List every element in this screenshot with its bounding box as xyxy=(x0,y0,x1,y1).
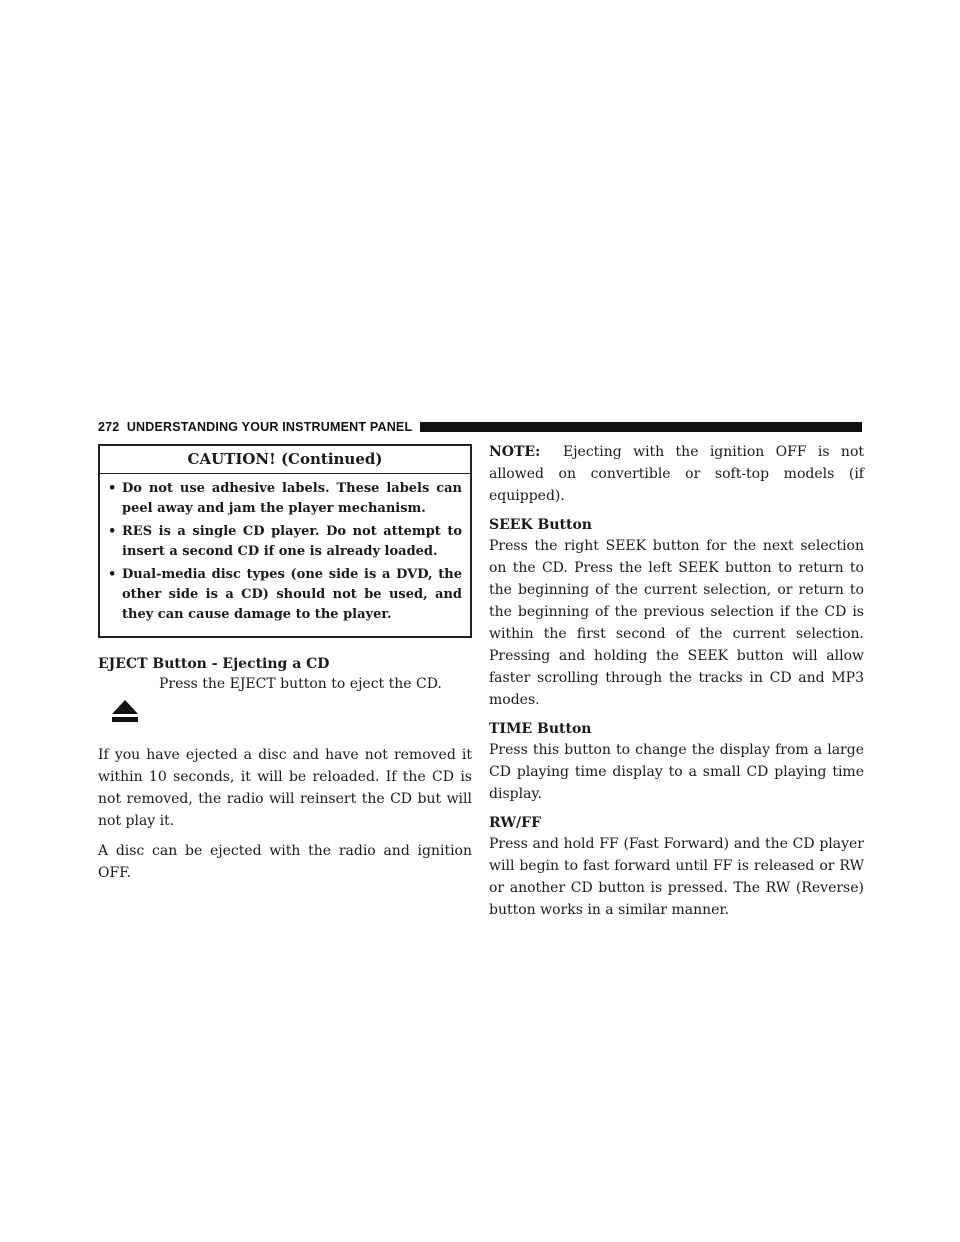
eject-instruction: Press the EJECT button to eject the CD. xyxy=(159,676,442,692)
caution-list xyxy=(100,474,470,636)
left-column xyxy=(98,444,472,892)
time-paragraph: Press this button to change the display from a large CD playing time display to a small CD playing time display. xyxy=(489,742,864,802)
seek-paragraph: Press the right SEEK button for the next selection on the CD. Press the left SEEK button to return to the beginning of the current selection, or return to the beginning of the previous selection if the CD is within the first second of the current selection. Pressing and holding the SEEK button will allow faster scrolling through the tracks in CD and MP3 modes. xyxy=(489,538,864,708)
caution-title: CAUTION! (Continued) xyxy=(100,446,470,474)
note-paragraph xyxy=(489,441,864,507)
header-text xyxy=(98,420,420,434)
page-header xyxy=(98,418,862,436)
eject-instruction-block xyxy=(98,674,472,738)
eject-icon xyxy=(111,698,139,724)
eject-paragraph-1: If you have ejected a disc and have not removed it within 10 seconds, it will be reloaded. If the CD is not removed, the radio will reinsert the CD but will not play it. xyxy=(98,747,472,829)
seek-section-title: SEEK Button xyxy=(489,517,592,533)
caution-item: • Dual-media disc types (one side is a DVD, the other side is a CD) should not be used, and they can cause damage to the player. xyxy=(108,565,462,625)
caution-box xyxy=(98,444,472,638)
rwff-section-title: RW/FF xyxy=(489,815,542,831)
eject-paragraph-2: A disc can be ejected with the radio and ignition OFF. xyxy=(98,843,472,881)
caution-item: • RES is a single CD player. Do not attempt to insert a second CD if one is already loaded. xyxy=(108,522,462,562)
rwff-paragraph: Press and hold FF (Fast Forward) and the CD player will begin to fast forward until FF is released or RW or another CD button is pressed. The RW (Reverse) button works in a similar manner. xyxy=(489,836,864,918)
eject-section-title: EJECT Button - Ejecting a CD xyxy=(98,656,330,672)
note-label: NOTE: xyxy=(489,444,541,460)
page-number: 272 xyxy=(98,420,120,434)
time-section-title: TIME Button xyxy=(489,721,592,737)
header-rule xyxy=(420,422,862,432)
caution-item: • Do not use adhesive labels. These labels can peel away and jam the player mechanism. xyxy=(108,479,462,519)
section-title: UNDERSTANDING YOUR INSTRUMENT PANEL xyxy=(126,420,413,434)
right-column xyxy=(489,441,864,929)
note-text: Ejecting with the ignition OFF is not allowed on convertible or soft-top models (if equipped). xyxy=(489,444,865,504)
